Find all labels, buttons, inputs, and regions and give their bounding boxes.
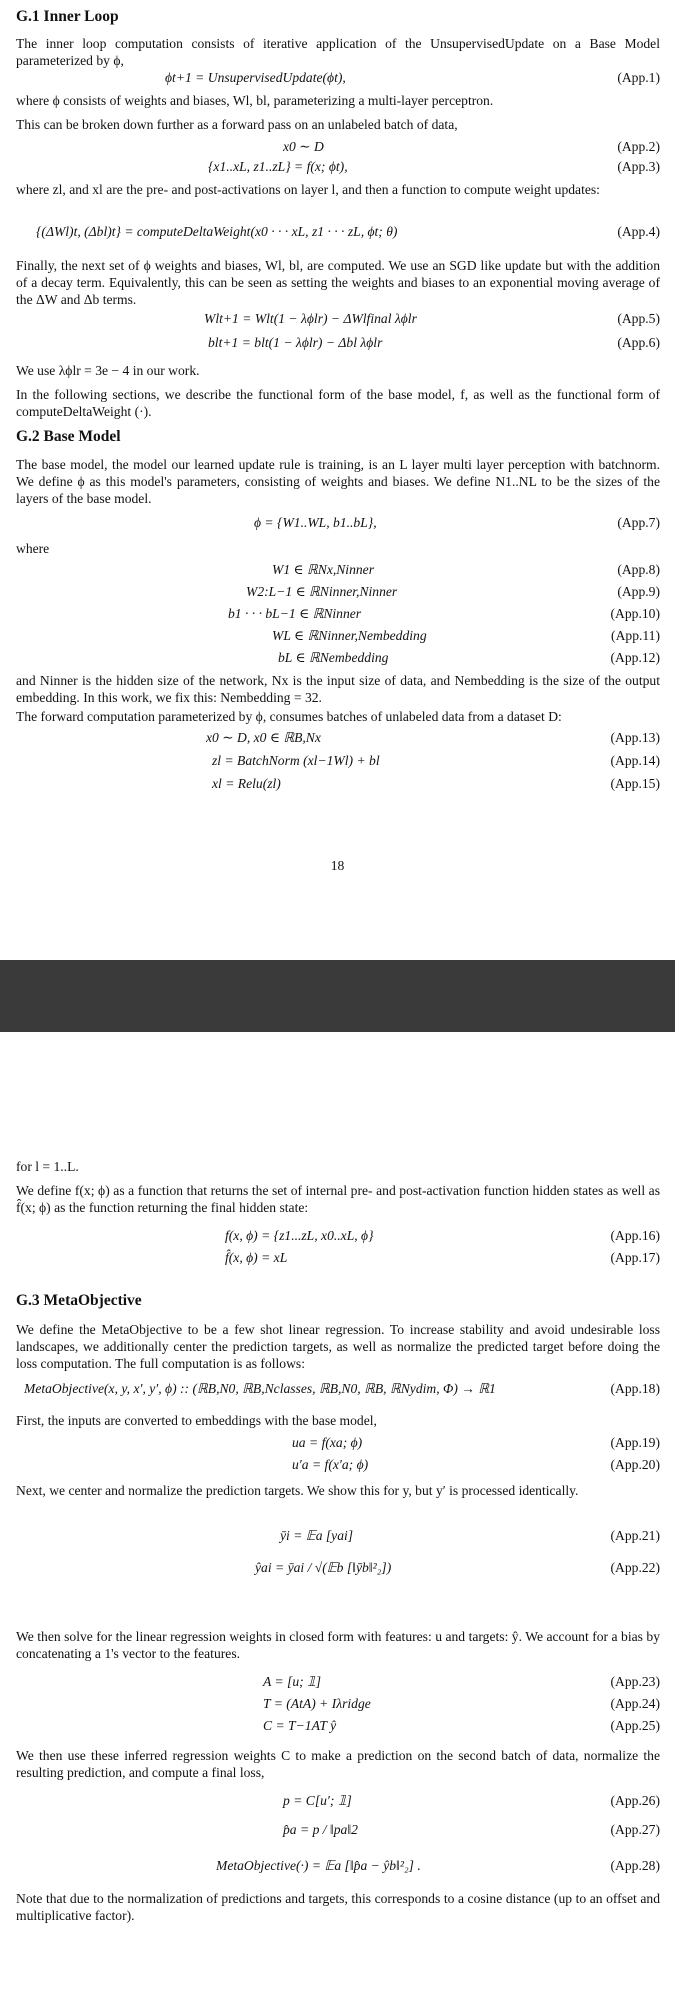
paragraph: We define the MetaObjective to be a few shot linear regression. To increase stability and avoid undesirable loss landscapes, we additionally center the prediction targets, as well as normalize the predicted target before doing the loss computation. The full computation is as follows: (16, 1322, 660, 1371)
equation-app-13 (16, 730, 660, 748)
equation-app-18 (16, 1381, 660, 1399)
equation-number: (App.14) (610, 753, 660, 768)
equation-app-11 (16, 628, 660, 646)
equation-number: (App.28) (610, 1858, 660, 1873)
equation-app-15 (16, 776, 660, 794)
equation-app-19 (16, 1435, 660, 1453)
equation-app-9 (16, 584, 660, 602)
equation-app-25 (16, 1718, 660, 1736)
paragraph: Finally, the next set of ϕ weights and biases, Wl, bl, are computed. We use an SGD like update but with the addition of a decay term. Equivalently, this can be seen as setting the weights and biases to an exponential moving average of the ΔW and Δb terms. (16, 258, 660, 307)
paragraph: This can be broken down further as a forward pass on an unlabeled batch of data, (16, 117, 458, 132)
paragraph: First, the inputs are converted to embeddings with the base model, (16, 1413, 377, 1428)
paragraph: where ϕ consists of weights and biases, Wl, bl, parameterizing a multi-layer perceptron. (16, 93, 494, 108)
equation-number: (App.18) (610, 1381, 660, 1396)
equation-number: (App.19) (610, 1435, 660, 1450)
equation-formula: blt+1 = blt(1 − λϕlr) − Δbl λϕlr (208, 335, 383, 350)
equation-number: (App.17) (610, 1250, 660, 1265)
equation-app-2 (16, 139, 660, 157)
equation-formula: T = (AtA) + Iλridge (263, 1696, 371, 1711)
equation-app-10 (16, 606, 660, 624)
equation-number: (App.22) (610, 1560, 660, 1575)
equation-formula: ua = f(xa; ϕ) (292, 1435, 363, 1450)
equation-number: (App.11) (611, 628, 660, 643)
equation-formula: C = T−1AT ŷ (263, 1718, 337, 1733)
equation-app-6 (16, 335, 660, 353)
equation-number: (App.10) (610, 606, 660, 621)
equation-formula: {x1..xL, z1..zL} = f(x; ϕt), (208, 159, 348, 174)
paragraph: for l = 1..L. (16, 1159, 79, 1174)
paragraph: The base model, the model our learned update rule is training, is an L layer multi layer perception with batchnorm. We define ϕ as this model's parameters, consisting of weights and biases. We define N1..NL to be the sizes of the layers of the base model. (16, 457, 660, 506)
equation-formula: W2:L−1 ∈ ℝNinner,Ninner (246, 584, 398, 599)
paragraph: Note that due to the normalization of predictions and targets, this corresponds to a cosine distance (up to an offset and multiplicative factor). (16, 1891, 660, 1923)
equation-app-23 (16, 1674, 660, 1692)
equation-number: (App.2) (617, 139, 660, 154)
equation-formula: MetaObjective(x, y, x′, y′, ϕ) :: (ℝB,N0, ℝB,Nclasses, ℝB,N0, ℝB, ℝNydim, Φ) → ℝ1 (24, 1381, 496, 1396)
equation-number: (App.5) (617, 311, 660, 326)
equation-number: (App.12) (610, 650, 660, 665)
equation-formula: MetaObjective(·) = 𝔼a [‖p̂a − ŷb‖²₂] . (216, 1858, 421, 1873)
paragraph: where zl, and xl are the pre- and post-activations on layer l, and then a function to compute weight updates: (16, 182, 600, 197)
paragraph: We define f(x; ϕ) as a function that returns the set of internal pre- and post-activation function hidden states as well as f̂(x; ϕ) as the function returning the final hidden state: (16, 1183, 660, 1215)
equation-formula: bL ∈ ℝNembedding (278, 650, 389, 665)
paper-page-19 (0, 1032, 675, 2016)
equation-app-17 (16, 1250, 660, 1268)
equation-formula: ŷai = ȳai / √(𝔼b [‖ȳb‖²₂]) (255, 1560, 392, 1575)
equation-formula: b1 · · · bL−1 ∈ ℝNinner (228, 606, 362, 621)
equation-number: (App.21) (610, 1528, 660, 1543)
equation-number: (App.7) (617, 515, 660, 530)
equation-app-12 (16, 650, 660, 668)
section-heading-g3: G.3 MetaObjective (16, 1292, 142, 1309)
equation-app-7 (16, 515, 660, 533)
equation-formula: zl = BatchNorm (xl−1Wl) + bl (212, 753, 380, 768)
page-number: 18 (330, 858, 345, 873)
equation-formula: p = C[u′; 𝟙] (283, 1793, 352, 1808)
equation-formula: Wlt+1 = Wlt(1 − λϕlr) − ΔWlfinal λϕlr (204, 311, 417, 326)
equation-app-4 (16, 224, 660, 242)
equation-formula: ȳi = 𝔼a [yai] (280, 1528, 354, 1543)
equation-app-16 (16, 1228, 660, 1246)
paragraph: We then solve for the linear regression weights in closed form with features: u and targets: ŷ. We account for a bias by concatenating a 1's vector to the features. (16, 1629, 660, 1661)
equation-formula: W1 ∈ ℝNx,Ninner (272, 562, 375, 577)
equation-number: (App.8) (617, 562, 660, 577)
section-heading-g2: G.2 Base Model (16, 428, 121, 445)
equation-number: (App.4) (617, 224, 660, 239)
equation-number: (App.13) (610, 730, 660, 745)
equation-number: (App.1) (617, 70, 660, 85)
equation-number: (App.3) (617, 159, 660, 174)
equation-app-28 (16, 1858, 660, 1876)
equation-app-14 (16, 753, 660, 771)
equation-formula: WL ∈ ℝNinner,Nembedding (272, 628, 427, 643)
equation-app-26 (16, 1793, 660, 1811)
equation-number: (App.6) (617, 335, 660, 350)
equation-formula: A = [u; 𝟙] (263, 1674, 321, 1689)
equation-formula: ϕ = {W1..WL, b1..bL}, (254, 515, 377, 530)
equation-number: (App.20) (610, 1457, 660, 1472)
equation-number: (App.15) (610, 776, 660, 791)
equation-formula: p̂a = p / ‖pa‖2 (283, 1822, 358, 1837)
equation-app-8 (16, 562, 660, 580)
equation-formula: ϕt+1 = UnsupervisedUpdate(ϕt), (165, 70, 346, 85)
equation-formula: f(x, ϕ) = {z1...zL, x0..xL, ϕ} (225, 1228, 374, 1243)
equation-app-27 (16, 1822, 660, 1840)
equation-number: (App.9) (617, 584, 660, 599)
paragraph: We then use these inferred regression weights C to make a prediction on the second batch of data, normalize the resulting prediction, and compute a final loss, (16, 1748, 660, 1780)
equation-app-5 (16, 311, 660, 329)
equation-app-24 (16, 1696, 660, 1714)
paragraph: We use λϕlr = 3e − 4 in our work. (16, 363, 200, 378)
equation-app-22 (16, 1560, 660, 1578)
equation-app-1 (16, 70, 660, 88)
equation-formula: f̂(x, ϕ) = xL (225, 1250, 288, 1265)
equation-formula: x0 ∼ D (283, 139, 324, 154)
paragraph: The forward computation parameterized by ϕ, consumes batches of unlabeled data from a dataset D: (16, 709, 562, 724)
equation-number: (App.24) (610, 1696, 660, 1711)
equation-number: (App.27) (610, 1822, 660, 1837)
equation-formula: {(ΔWl)t, (Δbl)t} = computeDeltaWeight(x0 · · · xL, z1 · · · zL, ϕt; θ) (36, 224, 398, 239)
equation-app-20 (16, 1457, 660, 1475)
page-separator (0, 960, 675, 1032)
equation-app-3 (16, 159, 660, 177)
paragraph: The inner loop computation consists of iterative application of the UnsupervisedUpdate on a Base Model parameterized by ϕ, (16, 36, 660, 68)
equation-number: (App.25) (610, 1718, 660, 1733)
equation-number: (App.26) (610, 1793, 660, 1808)
equation-number: (App.23) (610, 1674, 660, 1689)
paragraph: In the following sections, we describe the functional form of the base model, f, as well as the functional form of computeDeltaWeight (·). (16, 387, 660, 419)
paper-page-18 (0, 0, 675, 960)
equation-number: (App.16) (610, 1228, 660, 1243)
equation-formula: u′a = f(x′a; ϕ) (292, 1457, 369, 1472)
equation-app-21 (16, 1528, 660, 1546)
section-heading-g1: G.1 Inner Loop (16, 8, 119, 25)
equation-formula: xl = Relu(zl) (212, 776, 281, 791)
paragraph: where (16, 541, 50, 556)
equation-formula: x0 ∼ D, x0 ∈ ℝB,Nx (206, 730, 321, 745)
paragraph: and Ninner is the hidden size of the network, Nx is the input size of data, and Nembedding is the size of the output embedding. In this work, we fix this: Nembedding = 32. (16, 673, 660, 705)
paragraph: Next, we center and normalize the prediction targets. We show this for y, but y′ is processed identically. (16, 1483, 579, 1498)
